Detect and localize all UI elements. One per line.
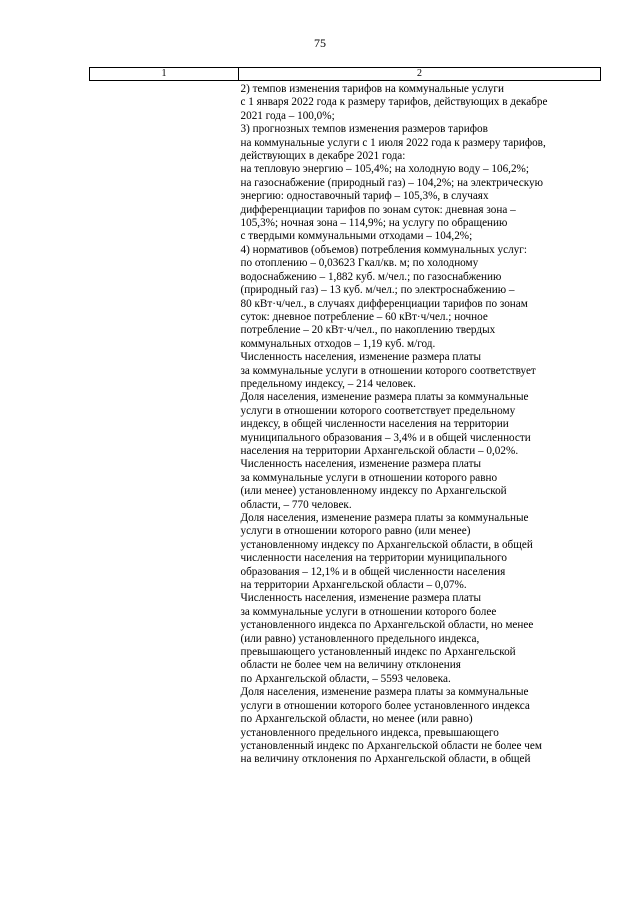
text-line: индексу, в общей численности населения на территории: [240, 418, 509, 431]
column-header-1: 1: [90, 68, 239, 81]
text-line: потребление – 20 кВт·ч/чел., по накоплению твердых: [240, 324, 496, 337]
text-line: Численность населения, изменение размера платы: [240, 458, 482, 471]
text-line: с твердыми коммунальными отходами – 104,2%;: [240, 230, 473, 243]
text-line: 80 кВт·ч/чел., в случаях дифференциации тарифов по зонам: [240, 297, 528, 310]
text-line: на величину отклонения по Архангельской области, в общей: [240, 753, 531, 766]
text-line: Численность населения, изменение размера платы: [240, 592, 482, 605]
document-table: [89, 67, 601, 767]
text-line: 105,3%; ночная зона – 114,9%; на услугу по обращению: [240, 217, 508, 230]
column-2-cell: [239, 81, 601, 767]
text-line: на коммунальные услуги с 1 июля 2022 года к размеру тарифов,: [240, 136, 546, 149]
text-line: численности населения на территории муниципального: [240, 552, 507, 565]
text-line: образования – 12,1% и в общей численности населения: [240, 565, 506, 578]
text-line: области, – 770 человек.: [240, 498, 352, 511]
text-line: за коммунальные услуги в отношении которого равно: [240, 471, 498, 484]
text-line: энергию: одноставочный тариф – 105,3%, в случаях: [240, 190, 489, 203]
text-line: с 1 января 2022 года к размеру тарифов, действующих в декабре: [240, 96, 548, 109]
text-line: 3) прогнозных темпов изменения размеров тарифов: [240, 123, 488, 136]
column-header-2: 2: [239, 68, 601, 81]
text-line: за коммунальные услуги в отношении которого соответствует: [240, 364, 536, 377]
text-line: установленный индекс по Архангельской области не более чем: [240, 739, 542, 752]
text-line: области не более чем на величину отклонения: [240, 659, 461, 672]
text-line: коммунальных отходов – 1,19 куб. м/год.: [240, 337, 436, 350]
text-line: (или равно) установленного предельного индекса,: [240, 632, 480, 645]
text-line: действующих в декабре 2021 года:: [240, 150, 406, 163]
text-line: услуги в отношении которого равно (или менее): [240, 525, 471, 538]
text-line: за коммунальные услуги в отношении которого более: [240, 605, 497, 618]
text-line: установленного индекса по Архангельской области, но менее: [240, 619, 534, 632]
text-line: на территории Архангельской области – 0,07%.: [240, 579, 467, 592]
text-line: 4) нормативов (объемов) потребления коммунальных услуг:: [240, 243, 527, 256]
text-line: предельному индексу, – 214 человек.: [240, 377, 416, 390]
text-line: по Архангельской области, – 5593 человека.: [240, 672, 451, 685]
table-header-row: [90, 68, 601, 81]
text-line: 2021 года – 100,0%;: [240, 109, 335, 122]
text-line: 2) темпов изменения тарифов на коммунальные услуги: [240, 83, 504, 95]
table-body-row: [90, 81, 601, 767]
text-line: по отоплению – 0,03623 Гкал/кв. м; по холодному: [240, 257, 479, 270]
text-line: установленному индексу по Архангельской области, в общей: [240, 538, 533, 551]
page-number: 75: [314, 36, 326, 50]
text-line: водоснабжению – 1,882 куб. м/чел.; по газоснабжению: [240, 270, 502, 283]
text-line: установленного предельного индекса, превышающего: [240, 726, 499, 739]
text-line: Доля населения, изменение размера платы за коммунальные: [240, 391, 529, 404]
text-line: муниципального образования – 3,4% и в общей численности: [240, 431, 531, 444]
column-1-cell: [90, 81, 239, 767]
text-line: Доля населения, изменение размера платы за коммунальные: [240, 512, 529, 524]
text-line: Численность населения, изменение размера платы: [240, 351, 482, 364]
text-line: (природный газ) – 13 куб. м/чел.; по электроснабжению –: [240, 284, 515, 297]
text-line: Доля населения, изменение размера платы за коммунальные: [240, 686, 529, 699]
text-line: на газоснабжение (природный газ) – 104,2%; на электрическую: [240, 176, 543, 189]
text-line: превышающего установленный индекс по Архангельской: [240, 646, 516, 659]
text-line: услуги в отношении которого соответствует предельному: [240, 404, 516, 417]
text-line: дифференциации тарифов по зонам суток: дневная зона –: [240, 203, 516, 216]
paragraph-content: [239, 81, 601, 767]
text-line: суток: дневное потребление – 60 кВт·ч/чел.; ночное: [240, 310, 488, 323]
text-line: на тепловую энергию – 105,4%; на холодную воду – 106,2%;: [240, 163, 529, 176]
text-line: по Архангельской области, но менее (или равно): [240, 713, 473, 726]
text-line: (или менее) установленному индексу по Архангельской: [240, 485, 507, 498]
text-line: услуги в отношении которого более установленного индекса: [240, 699, 530, 712]
text-line: населения на территории Архангельской области – 0,02%.: [240, 444, 519, 457]
